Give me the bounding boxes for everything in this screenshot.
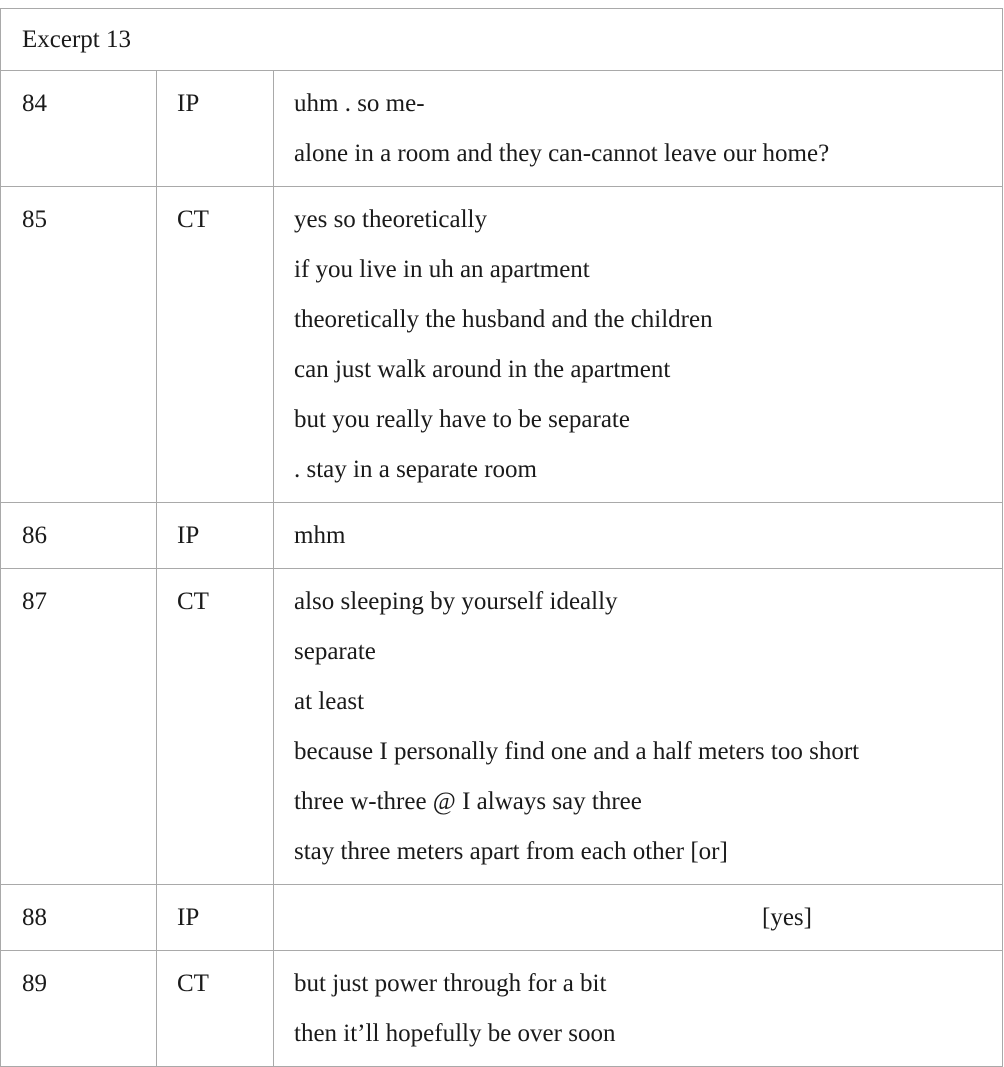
line-number: 84 — [22, 90, 47, 117]
speaker-label: CT — [177, 588, 209, 615]
utterance-line: theoretically the husband and the children — [294, 306, 713, 333]
line-number: 85 — [22, 206, 47, 233]
utterance-cell — [274, 569, 1003, 885]
utterance-line: but you really have to be separate — [294, 406, 630, 433]
utterance-cell — [274, 187, 1003, 503]
line-number-cell — [1, 71, 157, 187]
speaker-cell — [157, 569, 274, 885]
speaker-cell — [157, 71, 274, 187]
speaker-label: CT — [177, 970, 209, 997]
utterance-line: at least — [294, 688, 365, 715]
transcript-row — [1, 951, 1003, 1067]
line-number: 89 — [22, 970, 47, 997]
speaker-label: CT — [177, 206, 209, 233]
utterance-line: but just power through for a bit — [294, 970, 607, 997]
utterance-line: three w-three @ I always say three — [294, 788, 642, 815]
transcript-row — [1, 71, 1003, 187]
line-number-cell — [1, 569, 157, 885]
line-number-cell — [1, 187, 157, 503]
utterance-line: mhm — [294, 522, 346, 549]
excerpt-table — [0, 8, 1003, 1067]
utterance-line: yes so theoretically — [294, 206, 487, 233]
line-number: 86 — [22, 522, 47, 549]
overlap-utterance: [yes] — [762, 904, 812, 931]
speaker-label: IP — [177, 522, 200, 549]
line-number: 87 — [22, 588, 47, 615]
line-number-cell — [1, 503, 157, 569]
utterance-line: uhm . so me- — [294, 90, 425, 117]
utterance-cell — [274, 885, 1003, 951]
speaker-label: IP — [177, 90, 200, 117]
transcript-row — [1, 885, 1003, 951]
transcript-row — [1, 187, 1003, 503]
utterance-line: separate — [294, 638, 376, 665]
utterance-line: then it’ll hopefully be over soon — [294, 1020, 616, 1047]
speaker-cell — [157, 187, 274, 503]
utterance-line: also sleeping by yourself ideally — [294, 588, 618, 615]
line-number: 88 — [22, 904, 47, 931]
speaker-label: IP — [177, 904, 200, 931]
speaker-cell — [157, 951, 274, 1067]
utterance-line: alone in a room and they can-cannot leave our home? — [294, 140, 830, 167]
transcript-row — [1, 569, 1003, 885]
utterance-line: because I personally find one and a half meters too short — [294, 738, 860, 765]
transcript-row — [1, 503, 1003, 569]
speaker-cell — [157, 885, 274, 951]
excerpt-caption: Excerpt 13 — [22, 26, 131, 53]
utterance-line: can just walk around in the apartment — [294, 356, 671, 383]
line-number-cell — [1, 951, 157, 1067]
utterance-cell — [274, 503, 1003, 569]
speaker-cell — [157, 503, 274, 569]
utterance-cell — [274, 951, 1003, 1067]
utterance-line: . stay in a separate room — [294, 456, 537, 483]
utterance-line: stay three meters apart from each other [or] — [294, 838, 728, 865]
utterance-line: if you live in uh an apartment — [294, 256, 590, 283]
line-number-cell — [1, 885, 157, 951]
utterance-cell — [274, 71, 1003, 187]
caption-row — [1, 9, 1003, 71]
excerpt-caption-cell — [1, 9, 1003, 71]
